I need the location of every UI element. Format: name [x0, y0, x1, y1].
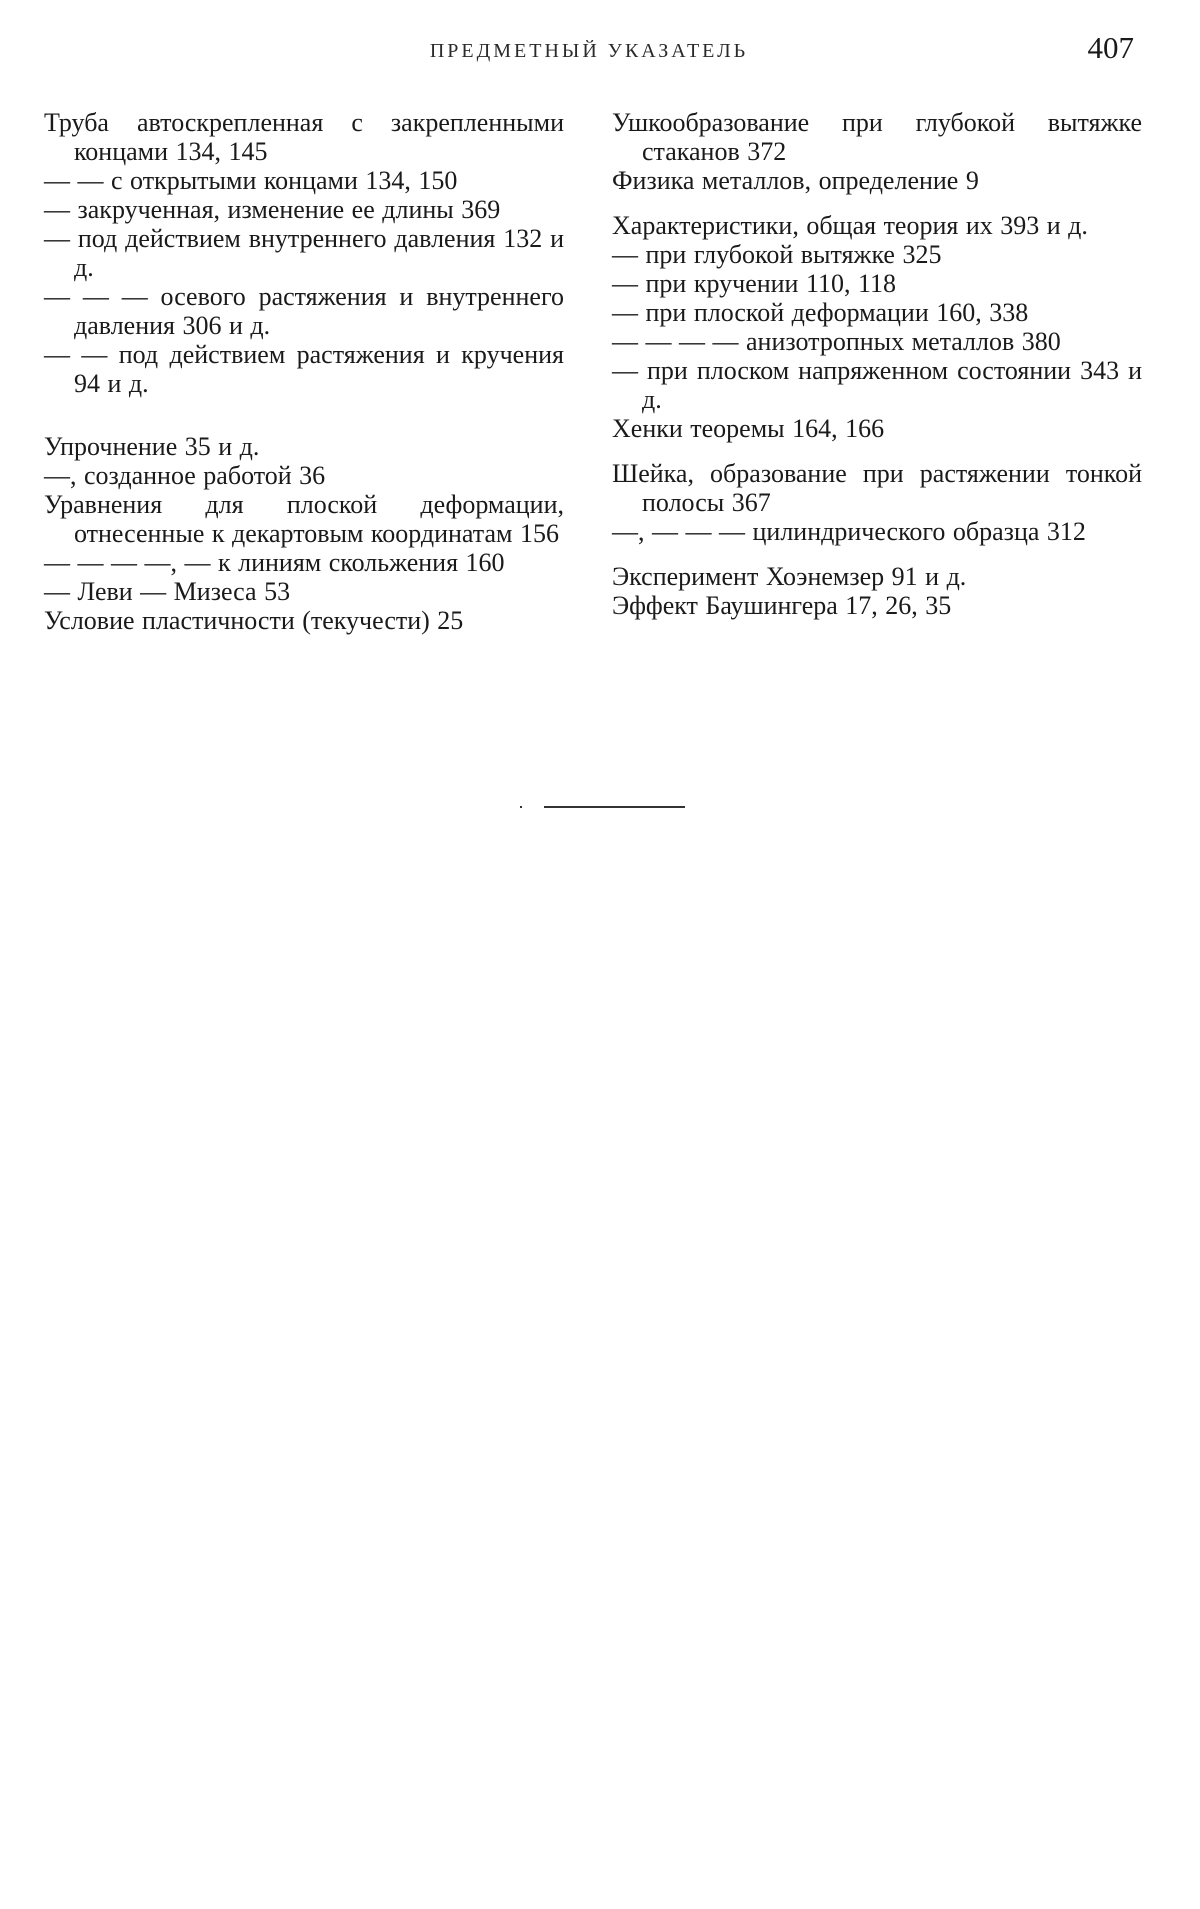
- index-group-f: [612, 166, 1142, 195]
- index-entry: — закрученная, изменение ее длины 369: [44, 195, 501, 224]
- index-entry: Физика металлов, определение 9: [612, 166, 979, 195]
- index-entry: Труба автоскрепленная с закрепленными концами 134, 145: [44, 108, 564, 166]
- index-column-left: [44, 108, 564, 635]
- index-entry: — — под действием растяжения и кручения 94 и д.: [44, 340, 564, 398]
- index-entry: — при глубокой вытяжке 325: [612, 240, 942, 269]
- page-number: 407: [1087, 30, 1134, 65]
- group-spacer: [612, 195, 1142, 211]
- index-entry: —, — — — цилиндрического образца 312: [612, 517, 1086, 546]
- index-entry: Характеристики, общая теория их 393 и д.: [612, 211, 1088, 240]
- group-spacer: [612, 546, 1142, 562]
- index-entry: — — — — анизотропных металлов 380: [612, 327, 1061, 356]
- index-entry: Условие пластичности (текучести) 25: [44, 606, 464, 635]
- index-entry: —, созданное работой 36: [44, 461, 326, 490]
- end-rule-gap: [522, 806, 544, 808]
- index-entry: — при плоском напряженном состоянии 343 и д.: [612, 356, 1142, 414]
- index-entry: Хенки теоремы 164, 166: [612, 414, 885, 443]
- index-group-sh: [612, 459, 1142, 546]
- index-entry: — — с открытыми концами 134, 150: [44, 166, 458, 195]
- index-column-right: [612, 108, 1142, 620]
- index-entry: — — — —, — к линиям скольжения 160: [44, 548, 505, 577]
- index-entry: Шейка, образование при растяжении тонкой полосы 367: [612, 459, 1142, 517]
- running-head: [44, 30, 1134, 70]
- index-entry: — под действием внутреннего давления 132 и д.: [44, 224, 564, 282]
- index-group-e: [612, 562, 1142, 620]
- index-group-h: [612, 211, 1142, 443]
- end-rule: [520, 806, 685, 808]
- index-entry: Эффект Баушингера 17, 26, 35: [612, 591, 952, 620]
- index-group-t: [44, 108, 564, 398]
- index-entry: — при кручении 110, 118: [612, 269, 897, 298]
- index-entry: Ушкообразование при глубокой вытяжке стаканов 372: [612, 108, 1142, 166]
- group-spacer: [612, 443, 1142, 459]
- running-title: ПРЕДМЕТНЫЙ УКАЗАТЕЛЬ: [429, 40, 749, 62]
- index-entry: — — — осевого растяжения и внутреннего давления 306 и д.: [44, 282, 564, 340]
- index-entry: Уравнения для плоской деформации, отнесенные к декартовым координатам 156: [44, 490, 564, 548]
- index-entry: — при плоской деформации 160, 338: [612, 298, 1029, 327]
- group-spacer: [44, 398, 564, 432]
- index-entry: Упрочнение 35 и д.: [44, 432, 260, 461]
- index-entry: — Леви — Мизеса 53: [44, 577, 291, 606]
- index-group-u2: [612, 108, 1142, 166]
- index-group-u: [44, 432, 564, 635]
- index-entry: Эксперимент Хоэнемзер 91 и д.: [612, 562, 967, 591]
